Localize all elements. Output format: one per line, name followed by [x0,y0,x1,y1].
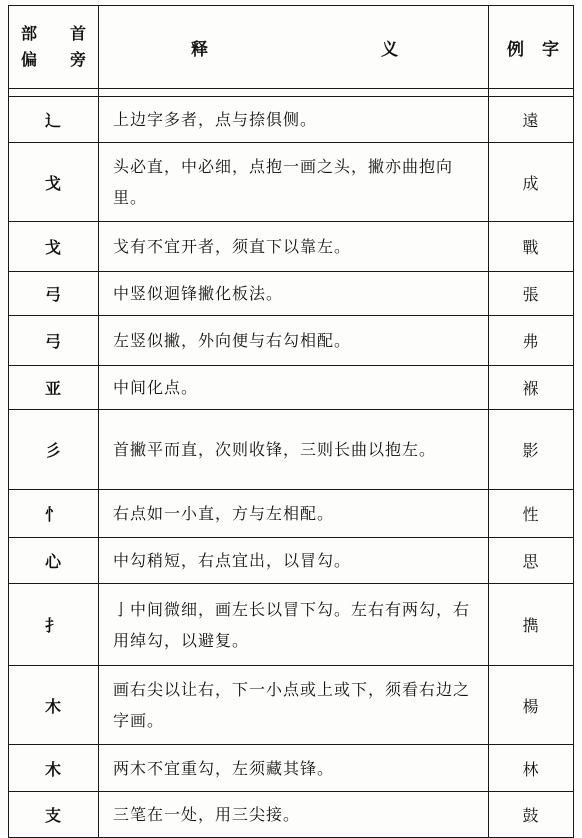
radical-cell: 辶 [9,97,99,143]
explanation-cell: 中勾稍短，右点宜出，以冒勾。 [99,538,489,584]
explanation-cell: 中竖似迴锋撇化板法。 [99,272,489,316]
radical-cell: 戈 [9,222,99,272]
radical-cell: 弓 [9,272,99,316]
example-cell: 張 [489,272,574,316]
header-example-char: 字 [542,39,559,60]
radical-cell: 弓 [9,316,99,366]
header-explanation-char: 释 [191,39,208,60]
gap-cell [489,89,574,97]
table-row [9,745,574,792]
header-radical-char: 旁 [69,50,86,69]
gap-cell [9,89,99,97]
table-row [9,666,574,745]
example-cell: 楊 [489,666,574,745]
explanation-cell: 头必直，中必细，点抱一画之头，撇亦曲抱向里。 [99,143,489,222]
example-cell: 遠 [489,97,574,143]
example-cell: 性 [489,490,574,538]
example-cell: 弗 [489,316,574,366]
table-row [9,366,574,410]
radical-cell: 扌 [9,584,99,666]
explanation-cell: 三笔在一处，用三尖接。 [99,792,489,838]
example-cell: 鼓 [489,792,574,838]
header-example [489,6,574,89]
explanation-cell: 画右尖以让右，下一小点或上或下，须看右边之字画。 [99,666,489,745]
table-row [9,97,574,143]
table-row [9,538,574,584]
table-row [9,222,574,272]
radical-cell: 忄 [9,490,99,538]
radical-cell: 支 [9,792,99,838]
explanation-cell: 两木不宜重勾，左须藏其锋。 [99,745,489,792]
header-radical-char: 首 [69,24,86,43]
header-row [9,6,574,89]
example-cell: 擕 [489,584,574,666]
explanation-cell: 左竖似撇，外向便与右勾相配。 [99,316,489,366]
table-row [9,272,574,316]
header-explanation-char: 义 [381,39,398,60]
header-radical-char: 部 [21,24,38,43]
radical-cell: 心 [9,538,99,584]
table-row [9,316,574,366]
header-explanation [99,6,489,89]
header-radical-char: 偏 [21,50,38,69]
example-cell: 成 [489,143,574,222]
explanation-cell: 首撇平而直，次则收锋，三则长曲以抱左。 [99,410,489,490]
radical-cell: 彡 [9,410,99,490]
example-cell: 林 [489,745,574,792]
radical-table [8,5,574,838]
example-cell: 影 [489,410,574,490]
radical-cell: 戈 [9,143,99,222]
example-cell: 褓 [489,366,574,410]
header-example-char: 例 [507,39,524,60]
explanation-cell: 上边字多者，点与捺俱侧。 [99,97,489,143]
header-gap [9,89,574,97]
explanation-cell: 中间化点。 [99,366,489,410]
radical-cell: 木 [9,745,99,792]
header-radical [9,6,99,89]
gap-cell [99,89,489,97]
example-cell: 戰 [489,222,574,272]
example-cell: 思 [489,538,574,584]
explanation-cell: 戈有不宜开者，须直下以靠左。 [99,222,489,272]
table-row [9,584,574,666]
table-row [9,490,574,538]
radical-cell: 亚 [9,366,99,410]
explanation-cell: 亅中间微细，画左长以冒下勾。左右有两勾，右用绰勾，以避复。 [99,584,489,666]
table-row [9,792,574,838]
explanation-cell: 右点如一小直，方与左相配。 [99,490,489,538]
table-row [9,143,574,222]
radical-cell: 木 [9,666,99,745]
table-row [9,410,574,490]
